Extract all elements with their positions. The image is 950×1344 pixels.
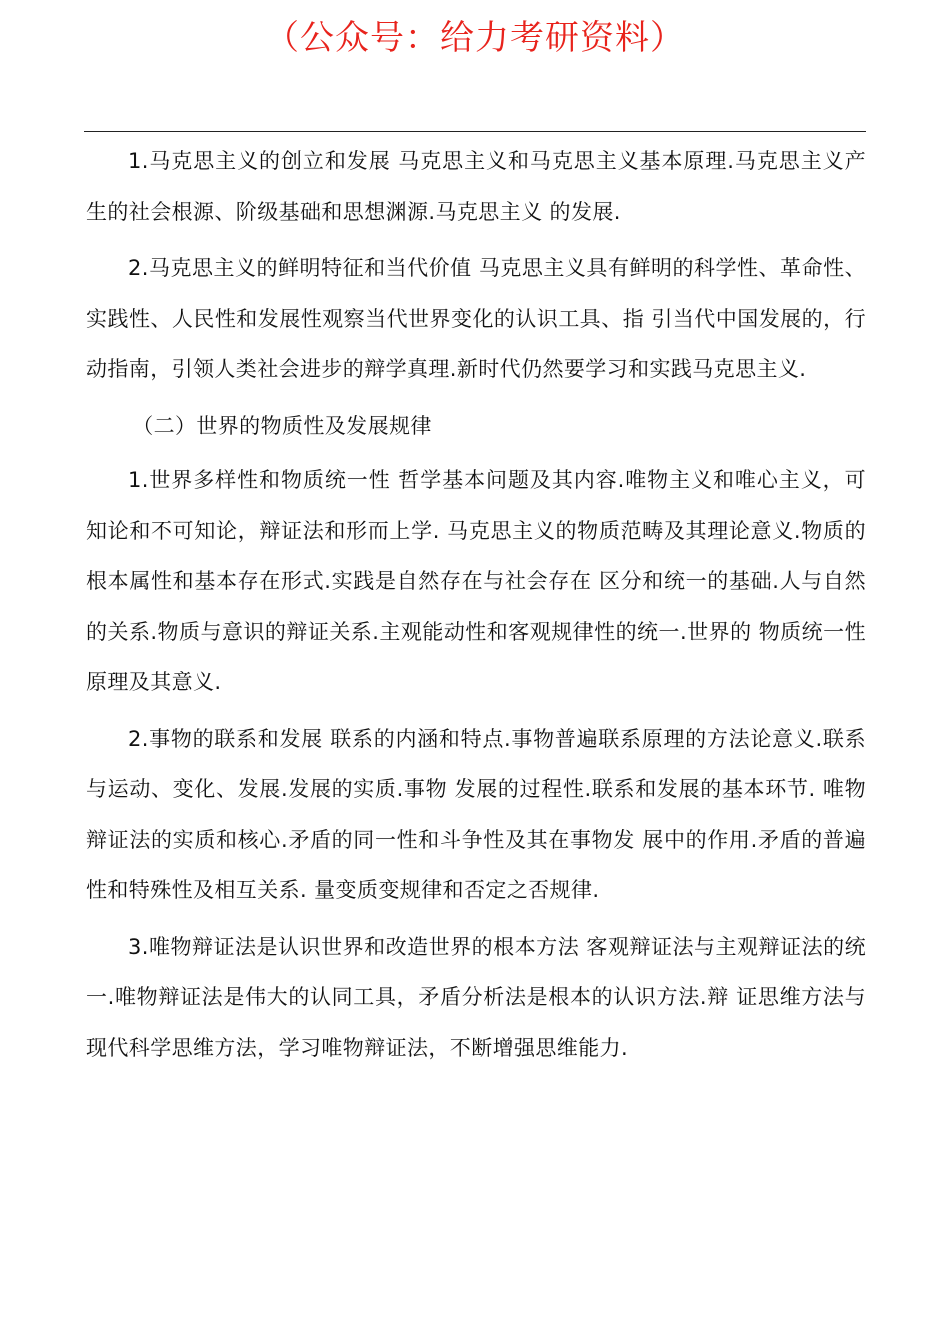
paragraph-3: 1.世界多样性和物质统一性 哲学基本问题及其内容.唯物主义和唯心主义，可知论和不可知论，辩证法和形而上学. 马克思主义的物质范畴及其理论意义.物质的根本属性和基本存在形式.实践是自然存在与社会存在 区分和统一的基础.人与自然的关系.物质与意识的辩证关系.主观能动性和客观规律性的统一.世界的 物质统一性原理及其意义. xyxy=(86,468,866,694)
header-divider xyxy=(84,131,866,132)
paragraph-2: 2.马克思主义的鲜明特征和当代价值 马克思主义具有鲜明的科学性、革命性、实践性、人民性和发展性观察当代世界变化的认识工具、指 引当代中国发展的，行动指南，引领人类社会进步的辩学真理.新时代仍然要学习和实践马克思主义. xyxy=(86,256,866,381)
paragraph-5: 3.唯物辩证法是认识世界和改造世界的根本方法 客观辩证法与主观辩证法的统一.唯物辩证法是伟大的认同工具，矛盾分析法是根本的认识方法.辩 证思维方法与现代科学思维方法，学习唯物辩证法，不断增强思维能力. xyxy=(86,934,866,1060)
paragraph-1: 1.马克思主义的创立和发展 马克思主义和马克思主义基本原理.马克思主义产生的社会根源、阶级基础和思想渊源.马克思主义 的发展. xyxy=(86,149,866,224)
section-heading: （二）世界的物质性及发展规律 xyxy=(132,413,432,438)
paragraph-4: 2.事物的联系和发展 联系的内涵和特点.事物普遍联系原理的方法论意义.联系与运动、变化、发展.发展的实质.事物 发展的过程性.联系和发展的基本环节. 唯物辩证法的实质和核心.矛盾的同一性和斗争性及其在事物发 展中的作用.矛盾的普遍性和特殊性及相互关系. 量变质变规律和否定之否规律. xyxy=(86,726,866,902)
page-header-title: （公众号：给力考研资料） xyxy=(265,18,685,58)
document-body xyxy=(86,136,866,1079)
